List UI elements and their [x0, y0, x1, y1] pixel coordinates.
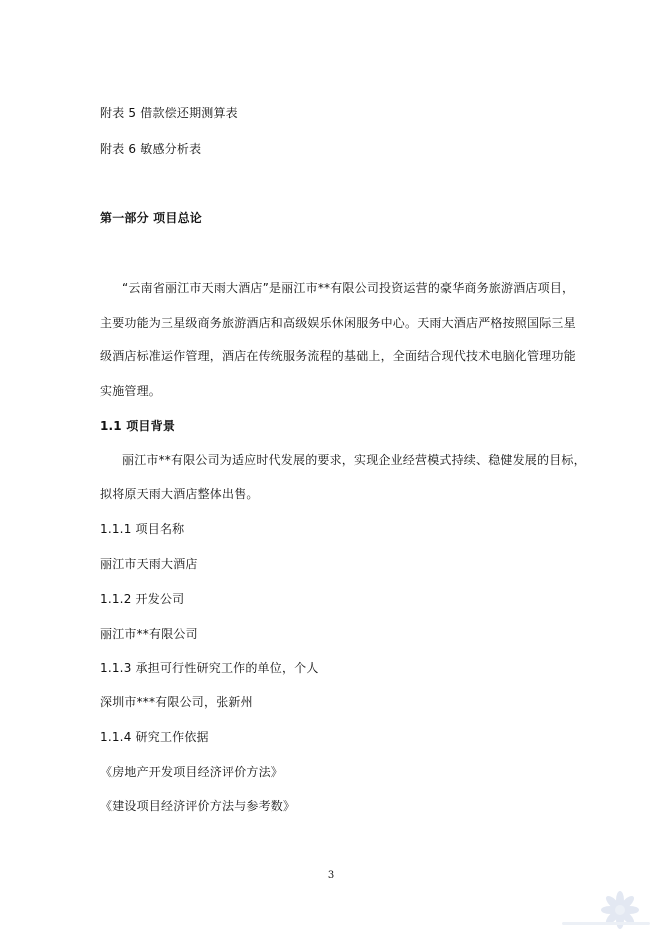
section-heading-1-1-1: 1.1.1 项目名称 — [100, 522, 185, 536]
section-heading-1-1-4: 1.1.4 研究工作依据 — [100, 730, 209, 744]
appendix-item-5: 附表 5 借款偿还期测算表 — [100, 106, 238, 120]
section-heading-1-1-2: 1.1.2 开发公司 — [100, 592, 185, 606]
intro-line-2: 主要功能为三星级商务旅游酒店和高级娱乐休闲服务中心。天雨大酒店严格按照国际三星 — [100, 316, 576, 330]
intro-line-3: 级酒店标准运作管理，酒店在传统服务流程的基础上，全面结合现代技术电脑化管理功能 — [100, 349, 576, 363]
section-heading-1-1: 1.1 项目背景 — [100, 419, 176, 433]
reference-2: 《建设项目经济评价方法与参考数》 — [100, 799, 296, 813]
section-heading-1-1-3: 1.1.3 承担可行性研究工作的单位，个人 — [100, 661, 319, 675]
developer-value: 丽江市**有限公司 — [100, 627, 198, 641]
part-title: 第一部分 项目总论 — [100, 211, 202, 225]
reference-1: 《房地产开发项目经济评价方法》 — [100, 765, 284, 779]
section-1-1-para-line-1: 丽江市**有限公司为适应时代发展的要求，实现企业经营模式持续、稳健发展的目标， — [122, 453, 586, 467]
research-unit-value: 深圳市***有限公司，张新州 — [100, 695, 253, 709]
section-1-1-para-line-2: 拟将原天雨大酒店整体出售。 — [100, 487, 259, 501]
project-name-value: 丽江市天雨大酒店 — [100, 557, 198, 571]
intro-line-4: 实施管理。 — [100, 384, 162, 398]
appendix-item-6: 附表 6 敏感分析表 — [100, 142, 202, 156]
page-number: 3 — [327, 870, 335, 881]
watermark-logo — [556, 872, 656, 932]
intro-line-1: “云南省丽江市天雨大酒店”是丽江市**有限公司投资运营的豪华商务旅游酒店项目， — [122, 281, 575, 295]
